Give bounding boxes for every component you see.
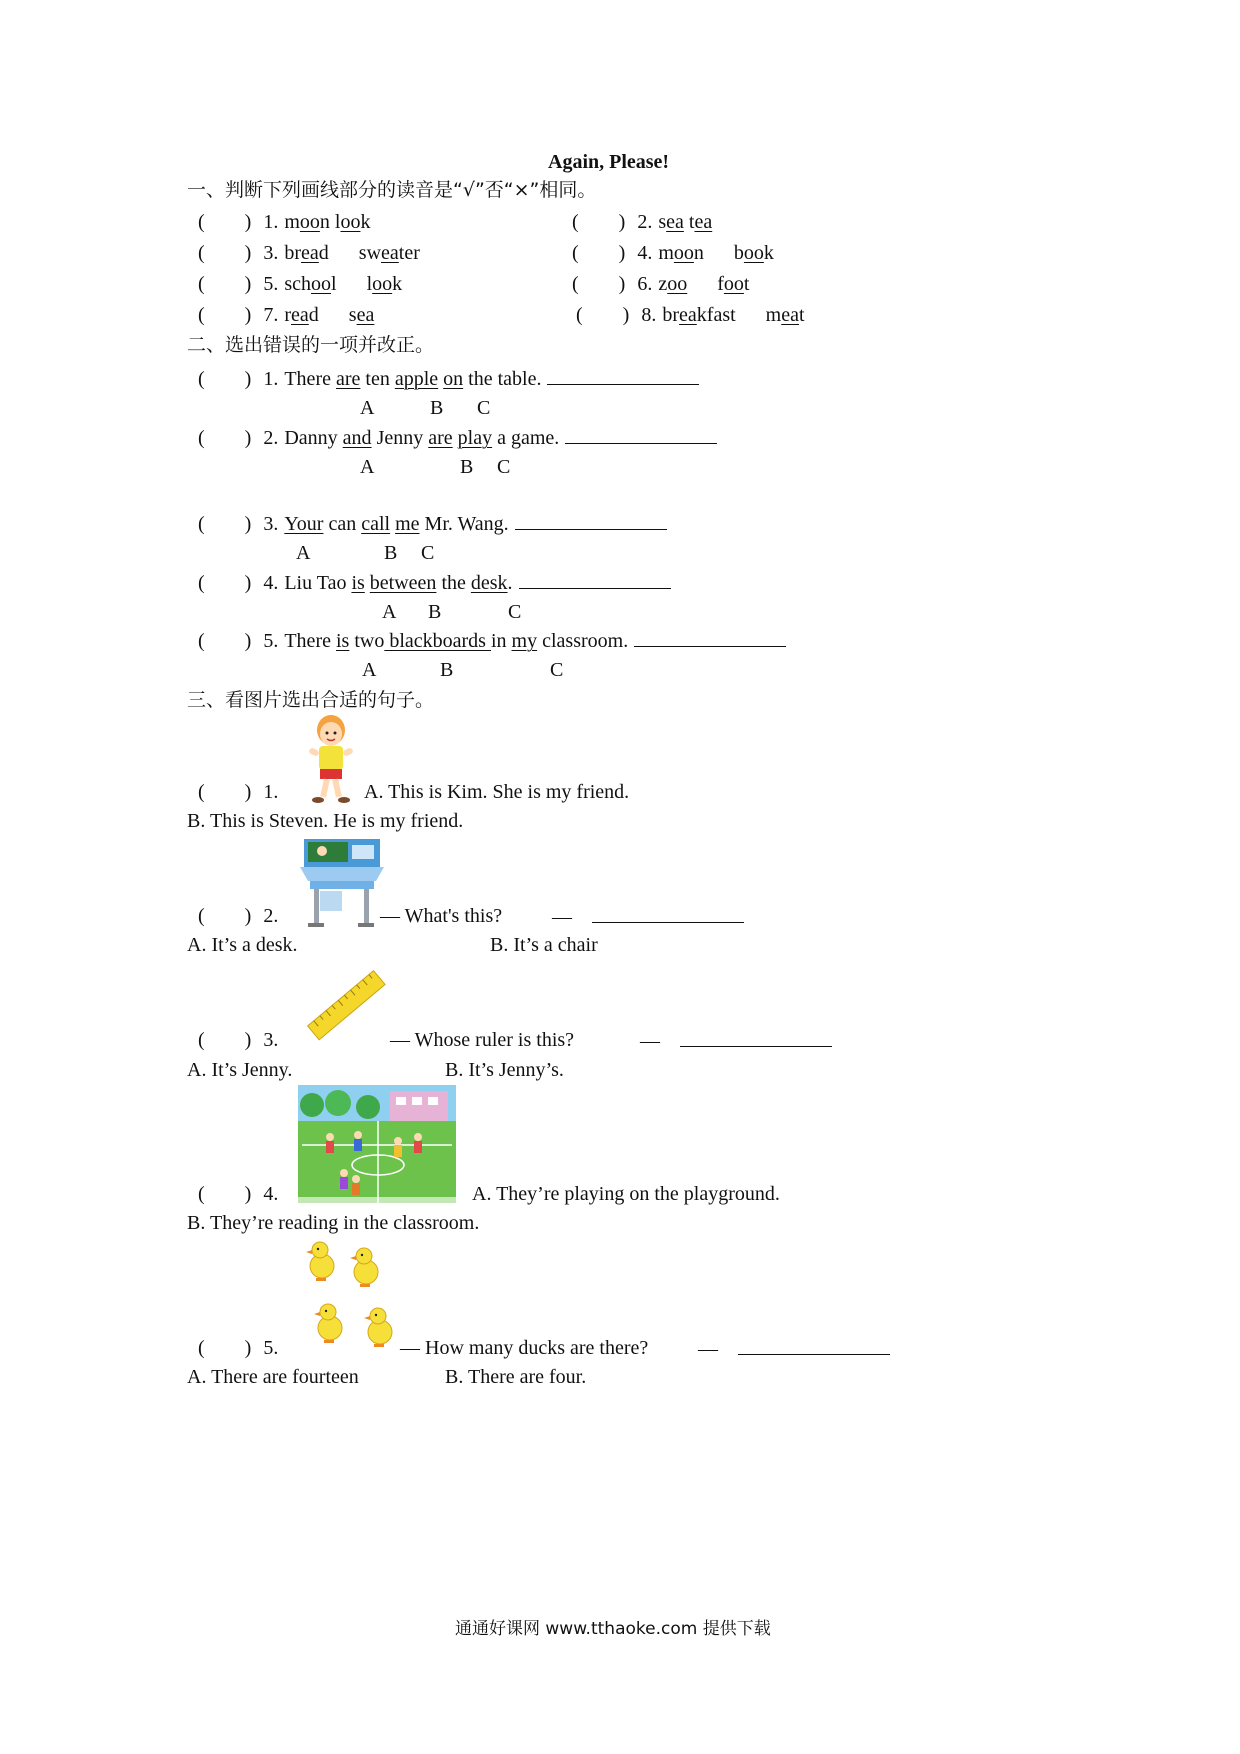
open-paren: (	[198, 211, 205, 233]
s3-item-4-number	[198, 1182, 278, 1206]
s2-item-5	[198, 628, 786, 653]
word1-part-1: ea	[291, 304, 309, 326]
answer-blank	[634, 628, 786, 647]
close-paren: )	[244, 1337, 252, 1359]
word1-part-2: d	[308, 304, 319, 326]
word1-part-2: l	[331, 273, 337, 295]
word2-part-1: oo	[372, 273, 393, 295]
s1-item-5	[198, 272, 402, 296]
sentence-part-2: two	[349, 630, 385, 652]
close-paren: )	[244, 273, 252, 295]
s3-item-4-option-b: B. They’re reading in the classroom.	[187, 1212, 480, 1234]
word2-part-2: t	[799, 304, 805, 326]
ducks-picture	[300, 1240, 400, 1358]
close-paren: )	[244, 1029, 252, 1051]
section-2-heading: 二、选出错误的一项并改正。	[187, 334, 435, 356]
word1-part-2: n	[693, 242, 704, 264]
close-paren: )	[244, 242, 252, 264]
sentence-part-5: Mr. Wang.	[419, 513, 509, 535]
option-label-b: B	[440, 659, 454, 681]
sentence-part-3: apple	[394, 368, 439, 390]
open-paren: (	[198, 513, 205, 535]
sentence-part-4: the	[436, 572, 471, 594]
word2-part-1: ea	[356, 304, 375, 326]
s3-item-3-answer-blank	[640, 1028, 832, 1053]
sentence-part-6: .	[507, 572, 513, 594]
s3-item-5-number	[198, 1336, 278, 1360]
sentence-part-6: classroom.	[537, 630, 629, 652]
open-paren: (	[198, 1029, 205, 1051]
word1-part-3: l	[334, 211, 341, 233]
answer-blank	[519, 570, 671, 589]
word1-part-0: br	[284, 242, 302, 264]
word2-part-0: f	[717, 273, 724, 295]
item-number: 5.	[263, 630, 279, 652]
open-paren: (	[198, 905, 205, 927]
s3-item-5-answer-blank	[698, 1336, 890, 1361]
item-number: 1.	[263, 368, 279, 390]
open-paren: (	[198, 1183, 205, 1205]
option-label-c: C	[477, 397, 491, 419]
word2-part-0: sw	[358, 242, 382, 264]
s1-item-8	[576, 303, 805, 327]
s1-item-6	[572, 272, 749, 296]
open-paren: (	[572, 242, 579, 264]
sentence-part-5: my	[511, 630, 538, 652]
s3-item-4-option-a: A. They’re playing on the playground.	[472, 1183, 780, 1205]
sentence-part-1: are	[335, 368, 361, 390]
s3-item-2-option-b: B. It’s a chair	[490, 934, 598, 956]
open-paren: (	[198, 368, 205, 390]
sentence-part-5: on	[443, 368, 464, 390]
item-number: 1.	[263, 211, 279, 233]
open-paren: (	[572, 273, 579, 295]
s1-item-4	[572, 241, 774, 265]
close-paren: )	[244, 781, 252, 803]
sentence-part-1: and	[342, 427, 372, 449]
sentence-part-0: Liu Tao	[284, 572, 352, 594]
option-label-b: B	[460, 456, 474, 478]
item-number: 5.	[263, 1337, 279, 1359]
item-number: 3.	[263, 1029, 279, 1051]
s2-item-3	[198, 511, 667, 536]
word1-part-3: ea	[694, 211, 713, 233]
close-paren: )	[618, 242, 626, 264]
s3-item-5-option-b: B. There are four.	[445, 1366, 587, 1388]
section-3-heading: 三、看图片选出合适的句子。	[187, 689, 435, 711]
sentence-part-6: a game.	[492, 427, 560, 449]
s1-item-3	[198, 241, 420, 265]
s3-item-3-option-a: A. It’s Jenny.	[187, 1059, 293, 1081]
word2-part-0: b	[733, 242, 744, 264]
close-paren: )	[244, 427, 252, 449]
sentence-part-4: in	[490, 630, 512, 652]
word1-part-2: kfast	[696, 304, 736, 326]
sentence-part-1: is	[335, 630, 350, 652]
open-paren: (	[198, 1337, 205, 1359]
close-paren: )	[244, 368, 252, 390]
answer-blank	[592, 904, 744, 923]
close-paren: )	[244, 211, 252, 233]
option-label-a: A	[360, 397, 375, 419]
s3-item-2-question: — What's this?	[380, 905, 503, 927]
s3-item-2-number	[198, 904, 278, 928]
sentence-part-4: me	[395, 513, 420, 535]
option-label-c: C	[508, 601, 522, 623]
open-paren: (	[198, 781, 205, 803]
word1-part-1: oo	[299, 211, 320, 233]
word1-part-5: k	[360, 211, 371, 233]
answer-blank	[738, 1336, 890, 1355]
s1-item-2	[572, 210, 712, 234]
s2-item-2	[198, 425, 717, 450]
word1-part-1: ea	[679, 304, 697, 326]
open-paren: (	[198, 427, 205, 449]
sentence-part-0: Your	[284, 513, 324, 535]
answer-blank	[515, 511, 667, 530]
word2-part-1: oo	[743, 242, 764, 264]
open-paren: (	[198, 630, 205, 652]
close-paren: )	[244, 630, 252, 652]
word2-part-0: s	[348, 304, 357, 326]
option-label-c: C	[497, 456, 511, 478]
s3-item-5-question: — How many ducks are there?	[400, 1337, 649, 1359]
close-paren: )	[244, 513, 252, 535]
option-label-a: A	[362, 659, 377, 681]
word1-part-1: oo	[673, 242, 694, 264]
option-label-a: A	[382, 601, 397, 623]
item-number: 5.	[263, 273, 279, 295]
option-label-c: C	[550, 659, 564, 681]
word2-part-2: t	[743, 273, 750, 295]
close-paren: )	[244, 304, 252, 326]
s1-item-7	[198, 303, 374, 327]
sentence-part-5: play	[457, 427, 493, 449]
item-number: 2.	[263, 905, 279, 927]
word1-part-2: d	[318, 242, 329, 264]
s3-item-5-option-a: A. There are fourteen	[187, 1366, 359, 1388]
sentence-part-3: are	[428, 427, 453, 449]
s3-item-1-option-a: A. This is Kim. She is my friend.	[364, 781, 630, 803]
sentence-part-0: There	[284, 368, 336, 390]
sentence-part-5: desk	[470, 572, 508, 594]
answer-blank	[680, 1028, 832, 1047]
answer-blank	[547, 366, 699, 385]
boy-picture	[298, 713, 364, 805]
word1-part-2: t	[683, 211, 695, 233]
sentence-part-0: There	[284, 630, 336, 652]
dash: —	[640, 1030, 660, 1052]
s3-item-2-option-a: A. It’s a desk.	[187, 934, 298, 956]
word2-part-2: k	[392, 273, 403, 295]
option-label-b: B	[384, 542, 398, 564]
ruler-picture	[306, 970, 388, 1042]
word1-part-0: s	[658, 211, 667, 233]
close-paren: )	[244, 1183, 252, 1205]
word1-part-1: ea	[301, 242, 319, 264]
playground-picture	[298, 1085, 456, 1203]
option-label-b: B	[428, 601, 442, 623]
word2-part-1: ea	[781, 304, 799, 326]
option-label-c: C	[421, 542, 435, 564]
s3-item-3-question: — Whose ruler is this?	[390, 1029, 575, 1051]
dash: —	[552, 906, 572, 928]
sentence-part-2: ten	[360, 368, 395, 390]
item-number: 1.	[263, 781, 279, 803]
item-number: 8.	[641, 304, 657, 326]
open-paren: (	[198, 273, 205, 295]
item-number: 3.	[263, 513, 279, 535]
word1-part-0: sch	[284, 273, 312, 295]
sentence-part-1: can	[323, 513, 362, 535]
item-number: 2.	[637, 211, 653, 233]
sentence-part-2: Jenny	[371, 427, 429, 449]
s1-item-1	[198, 210, 370, 234]
word2-part-0: m	[765, 304, 782, 326]
close-paren: )	[618, 211, 626, 233]
s2-item-1	[198, 366, 699, 391]
sentence-part-3: between	[369, 572, 437, 594]
sentence-part-1: is	[351, 572, 365, 594]
s2-item-4	[198, 570, 671, 595]
sentence-part-0: Danny	[284, 427, 343, 449]
option-label-b: B	[430, 397, 444, 419]
s3-item-3-number	[198, 1028, 278, 1052]
footer-watermark: 通通好课网 www.tthaoke.com 提供下载	[455, 1619, 771, 1639]
word2-part-1: oo	[723, 273, 744, 295]
s3-item-1-number	[198, 780, 278, 804]
word1-part-1: oo	[311, 273, 332, 295]
close-paren: )	[622, 304, 630, 326]
s3-item-2-answer-blank	[552, 904, 744, 929]
word1-part-0: r	[284, 304, 292, 326]
open-paren: (	[576, 304, 583, 326]
sentence-part-6: the table.	[463, 368, 542, 390]
sentence-part-3: blackboards	[384, 630, 491, 652]
close-paren: )	[618, 273, 626, 295]
word1-part-0: br	[662, 304, 680, 326]
option-label-a: A	[296, 542, 311, 564]
word1-part-0: z	[658, 273, 668, 295]
section-1-heading: 一、判断下列画线部分的读音是“√”否“×”相同。	[187, 179, 597, 201]
open-paren: (	[198, 572, 205, 594]
answer-blank	[565, 425, 717, 444]
word1-part-1: oo	[667, 273, 688, 295]
item-number: 3.	[263, 242, 279, 264]
item-number: 7.	[263, 304, 279, 326]
s3-item-3-option-b: B. It’s Jenny’s.	[445, 1059, 564, 1081]
word2-part-0: l	[366, 273, 373, 295]
close-paren: )	[244, 905, 252, 927]
open-paren: (	[198, 304, 205, 326]
word1-part-1: ea	[666, 211, 684, 233]
sentence-part-2: call	[361, 513, 391, 535]
option-label-a: A	[360, 456, 375, 478]
word2-part-1: ea	[381, 242, 399, 264]
open-paren: (	[572, 211, 579, 233]
word1-part-0: m	[658, 242, 674, 264]
word1-part-0: m	[284, 211, 300, 233]
word1-part-4: oo	[340, 211, 361, 233]
item-number: 2.	[263, 427, 279, 449]
word2-part-2: ter	[398, 242, 420, 264]
desk-picture	[300, 837, 384, 929]
item-number: 4.	[263, 1183, 279, 1205]
dash: —	[698, 1338, 718, 1360]
page-title: Again, Please!	[548, 151, 670, 173]
word2-part-2: k	[763, 242, 774, 264]
s3-item-1-option-b: B. This is Steven. He is my friend.	[187, 810, 464, 832]
close-paren: )	[244, 572, 252, 594]
item-number: 6.	[637, 273, 653, 295]
word1-part-2: n	[319, 211, 335, 233]
item-number: 4.	[263, 572, 279, 594]
item-number: 4.	[637, 242, 653, 264]
open-paren: (	[198, 242, 205, 264]
